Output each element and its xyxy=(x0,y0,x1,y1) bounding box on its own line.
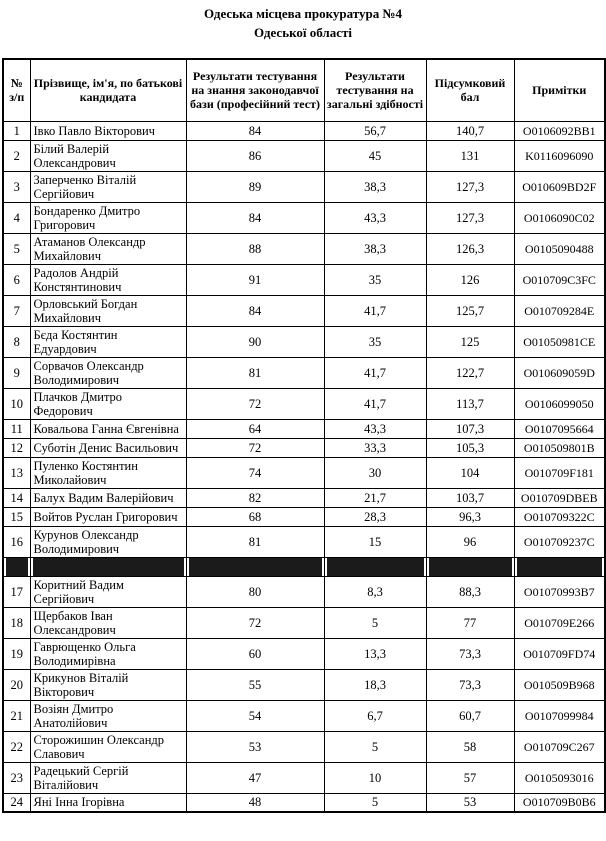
professional-test-score: 68 xyxy=(186,507,324,526)
professional-test-score: 47 xyxy=(186,762,324,793)
note-code: O0105093016 xyxy=(514,762,605,793)
total-score: 96 xyxy=(426,526,514,557)
total-score: 96,3 xyxy=(426,507,514,526)
total-score: 57 xyxy=(426,762,514,793)
general-ability-score: 38,3 xyxy=(324,233,426,264)
title-line-2: Одеської області xyxy=(253,25,352,40)
table-row xyxy=(3,357,605,388)
candidate-name: Атаманов Олександр Михайлович xyxy=(30,233,186,264)
professional-test-score: 81 xyxy=(186,526,324,557)
general-ability-score: 35 xyxy=(324,326,426,357)
table-row xyxy=(3,388,605,419)
note-code: O010609BD2F xyxy=(514,171,605,202)
header-notes: Примітки xyxy=(514,59,605,121)
total-score: 88,3 xyxy=(426,576,514,607)
general-ability-score: 38,3 xyxy=(324,171,426,202)
note-code: K0116096090 xyxy=(514,140,605,171)
header-total-score: Підсумковий бал xyxy=(426,59,514,121)
total-score: 107,3 xyxy=(426,419,514,438)
total-score: 131 xyxy=(426,140,514,171)
note-code: O010709C3FC xyxy=(514,264,605,295)
note-code: O01050981CE xyxy=(514,326,605,357)
professional-test-score: 53 xyxy=(186,731,324,762)
professional-test-score: 90 xyxy=(186,326,324,357)
separator-cell xyxy=(426,557,514,576)
row-number: 14 xyxy=(3,488,30,507)
table-row xyxy=(3,264,605,295)
candidate-name: Возіян Дмитро Анатолійович xyxy=(30,700,186,731)
general-ability-score: 41,7 xyxy=(324,357,426,388)
professional-test-score: 80 xyxy=(186,576,324,607)
row-number: 24 xyxy=(3,793,30,812)
table-row xyxy=(3,576,605,607)
header-professional-test: Результати тестування на знання законодавчої бази (професійний тест) xyxy=(186,59,324,121)
table-row xyxy=(3,700,605,731)
note-code: O0107095664 xyxy=(514,419,605,438)
note-code: O010709237C xyxy=(514,526,605,557)
professional-test-score: 81 xyxy=(186,357,324,388)
header-general-ability: Результати тестування на загальні здібності xyxy=(324,59,426,121)
row-number: 12 xyxy=(3,438,30,457)
general-ability-score: 43,3 xyxy=(324,419,426,438)
header-number: № з/п xyxy=(3,59,30,121)
table-row xyxy=(3,507,605,526)
note-code: O010709FD74 xyxy=(514,638,605,669)
row-number: 4 xyxy=(3,202,30,233)
total-score: 73,3 xyxy=(426,669,514,700)
note-code: O010509801B xyxy=(514,438,605,457)
general-ability-score: 15 xyxy=(324,526,426,557)
professional-test-score: 60 xyxy=(186,638,324,669)
header-candidate-name: Прізвище, ім'я, по батькові кандидата xyxy=(30,59,186,121)
professional-test-score: 84 xyxy=(186,202,324,233)
professional-test-score: 55 xyxy=(186,669,324,700)
note-code: O0106092BB1 xyxy=(514,121,605,140)
general-ability-score: 43,3 xyxy=(324,202,426,233)
separator-row xyxy=(3,557,605,576)
note-code: O0106090C02 xyxy=(514,202,605,233)
total-score: 60,7 xyxy=(426,700,514,731)
separator-cell xyxy=(30,557,186,576)
separator-cell xyxy=(324,557,426,576)
candidate-name: Бєда Костянтин Едуардович xyxy=(30,326,186,357)
total-score: 53 xyxy=(426,793,514,812)
total-score: 113,7 xyxy=(426,388,514,419)
total-score: 103,7 xyxy=(426,488,514,507)
candidate-name: Ковальова Ганна Євгенівна xyxy=(30,419,186,438)
candidate-name: Білий Валерій Олександрович xyxy=(30,140,186,171)
general-ability-score: 41,7 xyxy=(324,295,426,326)
professional-test-score: 74 xyxy=(186,457,324,488)
table-row xyxy=(3,669,605,700)
row-number: 19 xyxy=(3,638,30,669)
note-code: O010709284E xyxy=(514,295,605,326)
total-score: 73,3 xyxy=(426,638,514,669)
row-number: 9 xyxy=(3,357,30,388)
row-number: 3 xyxy=(3,171,30,202)
candidate-name: Плачков Дмитро Федорович xyxy=(30,388,186,419)
general-ability-score: 5 xyxy=(324,731,426,762)
candidate-name: Яні Інна Ігорівна xyxy=(30,793,186,812)
candidate-name: Гаврющенко Ольга Володимирівна xyxy=(30,638,186,669)
total-score: 58 xyxy=(426,731,514,762)
header-row xyxy=(3,59,605,121)
table-header xyxy=(3,59,605,121)
row-number: 2 xyxy=(3,140,30,171)
note-code: O010709C267 xyxy=(514,731,605,762)
professional-test-score: 91 xyxy=(186,264,324,295)
professional-test-score: 72 xyxy=(186,438,324,457)
note-code: O010709F181 xyxy=(514,457,605,488)
row-number: 20 xyxy=(3,669,30,700)
results-body xyxy=(3,121,605,812)
general-ability-score: 10 xyxy=(324,762,426,793)
row-number: 1 xyxy=(3,121,30,140)
general-ability-score: 5 xyxy=(324,607,426,638)
general-ability-score: 56,7 xyxy=(324,121,426,140)
total-score: 127,3 xyxy=(426,171,514,202)
row-number: 15 xyxy=(3,507,30,526)
professional-test-score: 88 xyxy=(186,233,324,264)
candidate-name: Сторожишин Олександр Славович xyxy=(30,731,186,762)
table-row xyxy=(3,419,605,438)
total-score: 122,7 xyxy=(426,357,514,388)
general-ability-score: 13,3 xyxy=(324,638,426,669)
table-row xyxy=(3,202,605,233)
general-ability-score: 33,3 xyxy=(324,438,426,457)
separator-cell xyxy=(514,557,605,576)
row-number: 11 xyxy=(3,419,30,438)
note-code: O010609059D xyxy=(514,357,605,388)
table-row xyxy=(3,457,605,488)
total-score: 125,7 xyxy=(426,295,514,326)
table-row xyxy=(3,121,605,140)
document-title xyxy=(0,0,606,42)
note-code: O010509B968 xyxy=(514,669,605,700)
candidate-name: Пуленко Костянтин Миколайович xyxy=(30,457,186,488)
row-number: 22 xyxy=(3,731,30,762)
note-code: O010709E266 xyxy=(514,607,605,638)
general-ability-score: 6,7 xyxy=(324,700,426,731)
candidate-name: Івко Павло Вікторович xyxy=(30,121,186,140)
row-number: 6 xyxy=(3,264,30,295)
candidate-name: Балух Вадим Валерійович xyxy=(30,488,186,507)
note-code: O0107099984 xyxy=(514,700,605,731)
table-row xyxy=(3,488,605,507)
candidate-name: Щербаков Іван Олександрович xyxy=(30,607,186,638)
professional-test-score: 48 xyxy=(186,793,324,812)
general-ability-score: 21,7 xyxy=(324,488,426,507)
candidate-name: Сорвачов Олександр Володимирович xyxy=(30,357,186,388)
general-ability-score: 41,7 xyxy=(324,388,426,419)
candidate-name: Орловський Богдан Михайлович xyxy=(30,295,186,326)
general-ability-score: 30 xyxy=(324,457,426,488)
total-score: 126,3 xyxy=(426,233,514,264)
total-score: 125 xyxy=(426,326,514,357)
title-line-1: Одеська місцева прокуратура №4 xyxy=(203,6,403,21)
professional-test-score: 84 xyxy=(186,121,324,140)
total-score: 127,3 xyxy=(426,202,514,233)
note-code: O01070993B7 xyxy=(514,576,605,607)
table-row xyxy=(3,295,605,326)
total-score: 126 xyxy=(426,264,514,295)
results-table xyxy=(2,58,606,813)
candidate-name: Заперченко Віталій Сергійович xyxy=(30,171,186,202)
separator-cell xyxy=(3,557,30,576)
separator-cell xyxy=(186,557,324,576)
general-ability-score: 28,3 xyxy=(324,507,426,526)
table-row xyxy=(3,171,605,202)
table-row xyxy=(3,638,605,669)
professional-test-score: 54 xyxy=(186,700,324,731)
professional-test-score: 84 xyxy=(186,295,324,326)
total-score: 104 xyxy=(426,457,514,488)
table-row xyxy=(3,526,605,557)
note-code: O0106099050 xyxy=(514,388,605,419)
table-row xyxy=(3,438,605,457)
total-score: 140,7 xyxy=(426,121,514,140)
row-number: 13 xyxy=(3,457,30,488)
table-row xyxy=(3,762,605,793)
table-row xyxy=(3,326,605,357)
professional-test-score: 72 xyxy=(186,607,324,638)
candidate-name: Крикунов Віталій Вікторович xyxy=(30,669,186,700)
candidate-name: Суботін Денис Васильович xyxy=(30,438,186,457)
professional-test-score: 89 xyxy=(186,171,324,202)
note-code: O010709B0B6 xyxy=(514,793,605,812)
row-number: 10 xyxy=(3,388,30,419)
candidate-name: Войтов Руслан Григорович xyxy=(30,507,186,526)
professional-test-score: 64 xyxy=(186,419,324,438)
row-number: 8 xyxy=(3,326,30,357)
candidate-name: Бондаренко Дмитро Григорович xyxy=(30,202,186,233)
general-ability-score: 8,3 xyxy=(324,576,426,607)
professional-test-score: 82 xyxy=(186,488,324,507)
total-score: 77 xyxy=(426,607,514,638)
table-row xyxy=(3,607,605,638)
professional-test-score: 86 xyxy=(186,140,324,171)
general-ability-score: 35 xyxy=(324,264,426,295)
candidate-name: Радолов Андрій Констянтинович xyxy=(30,264,186,295)
candidate-name: Радецький Сергій Віталійович xyxy=(30,762,186,793)
row-number: 23 xyxy=(3,762,30,793)
note-code: O0105090488 xyxy=(514,233,605,264)
row-number: 5 xyxy=(3,233,30,264)
candidate-name: Курунов Олександр Володимирович xyxy=(30,526,186,557)
table-row xyxy=(3,233,605,264)
row-number: 18 xyxy=(3,607,30,638)
row-number: 16 xyxy=(3,526,30,557)
general-ability-score: 45 xyxy=(324,140,426,171)
table-row xyxy=(3,140,605,171)
professional-test-score: 72 xyxy=(186,388,324,419)
table-row xyxy=(3,731,605,762)
general-ability-score: 18,3 xyxy=(324,669,426,700)
note-code: O010709DBEB xyxy=(514,488,605,507)
total-score: 105,3 xyxy=(426,438,514,457)
row-number: 21 xyxy=(3,700,30,731)
general-ability-score: 5 xyxy=(324,793,426,812)
table-row xyxy=(3,793,605,812)
candidate-name: Коритний Вадим Сергійович xyxy=(30,576,186,607)
row-number: 17 xyxy=(3,576,30,607)
note-code: O010709322C xyxy=(514,507,605,526)
row-number: 7 xyxy=(3,295,30,326)
